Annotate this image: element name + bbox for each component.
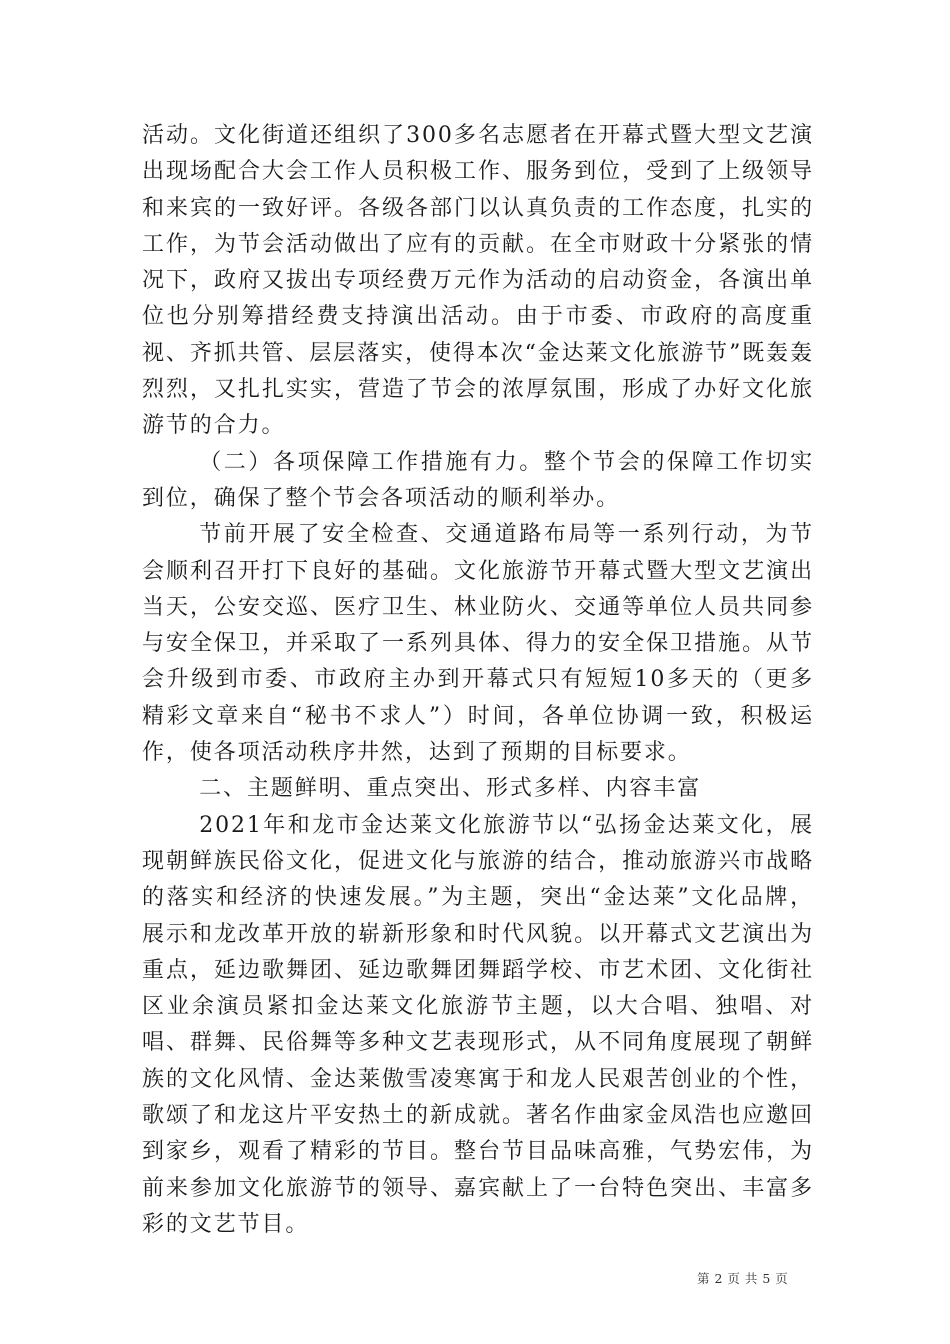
section-heading-theme: 二、主题鲜明、重点突出、形式多样、内容丰富 [199,776,702,802]
paragraph-safety-measures: 节前开展了安全检查、交通道路布局等一系列行动，为节会顺利召开打下良好的基础。文化旅游节开幕式暨大型文艺演出当天，公安交巡、医疗卫生、林业防火、交通等单位人员共同参与安全保卫，并采取了一系列具体、得力的安全保卫措施。从节会升级到市委、市政府主办到开幕式只有短短10多天的（更多精彩文章来自“秘书不求人”）时间，各单位协调一致，积极运作，使各项活动秩序井然，达到了预期的目标要求。 [142,522,814,766]
paragraph-festival-theme: 2021年和龙市金达莱文化旅游节以“弘扬金达莱文化，展现朝鲜族民俗文化，促进文化与旅游的结合，推动旅游兴市战略的落实和经济的快速发展。”为主题，突出“金达莱”文化品牌，展示和龙改革开放的崭新形象和时代风貌。以开幕式文艺演出为重点，延边歌舞团、延边歌舞团舞蹈学校、市艺术团、文化街社区业余演员紧扣金达莱文化旅游节主题，以大合唱、独唱、对唱、群舞、民俗舞等多种文艺表现形式，从不同角度展现了朝鲜族的文化风情、金达莱傲雪凌寒寓于和龙人民艰苦创业的个性，歌颂了和龙这片平安热土的新成就。著名作曲家金凤浩也应邀回到家乡，观看了精彩的节目。整台节目品味高雅，气势宏伟，为前来参加文化旅游节的领导、嘉宾献上了一台特色突出、丰富多彩的文艺节目。 [142,812,814,1237]
page-number-footer: 第 2 页 共 5 页 [697,1271,789,1286]
paragraph-section-heading-safeguards: （二）各项保障工作措施有力。整个节会的保障工作切实到位，确保了整个节会各项活动的顺利举办。 [142,449,814,511]
document-body [142,118,814,1243]
paragraph-continuation: 活动。文化街道还组织了300多名志愿者在开幕式暨大型文艺演出现场配合大会工作人员积极工作、服务到位，受到了上级领导和来宾的一致好评。各级各部门以认真负责的工作态度，扎实的工作，为节会活动做出了应有的贡献。在全市财政十分紧张的情况下，政府又拔出专项经费万元作为活动的启动资金，各演出单位也分别筹措经费支持演出活动。由于市委、市政府的高度重视、齐抓共管、层层落实，使得本次“金达莱文化旅游节”既轰轰烈烈，又扎扎实实，营造了节会的浓厚氛围，形成了办好文化旅游节的合力。 [142,123,814,439]
